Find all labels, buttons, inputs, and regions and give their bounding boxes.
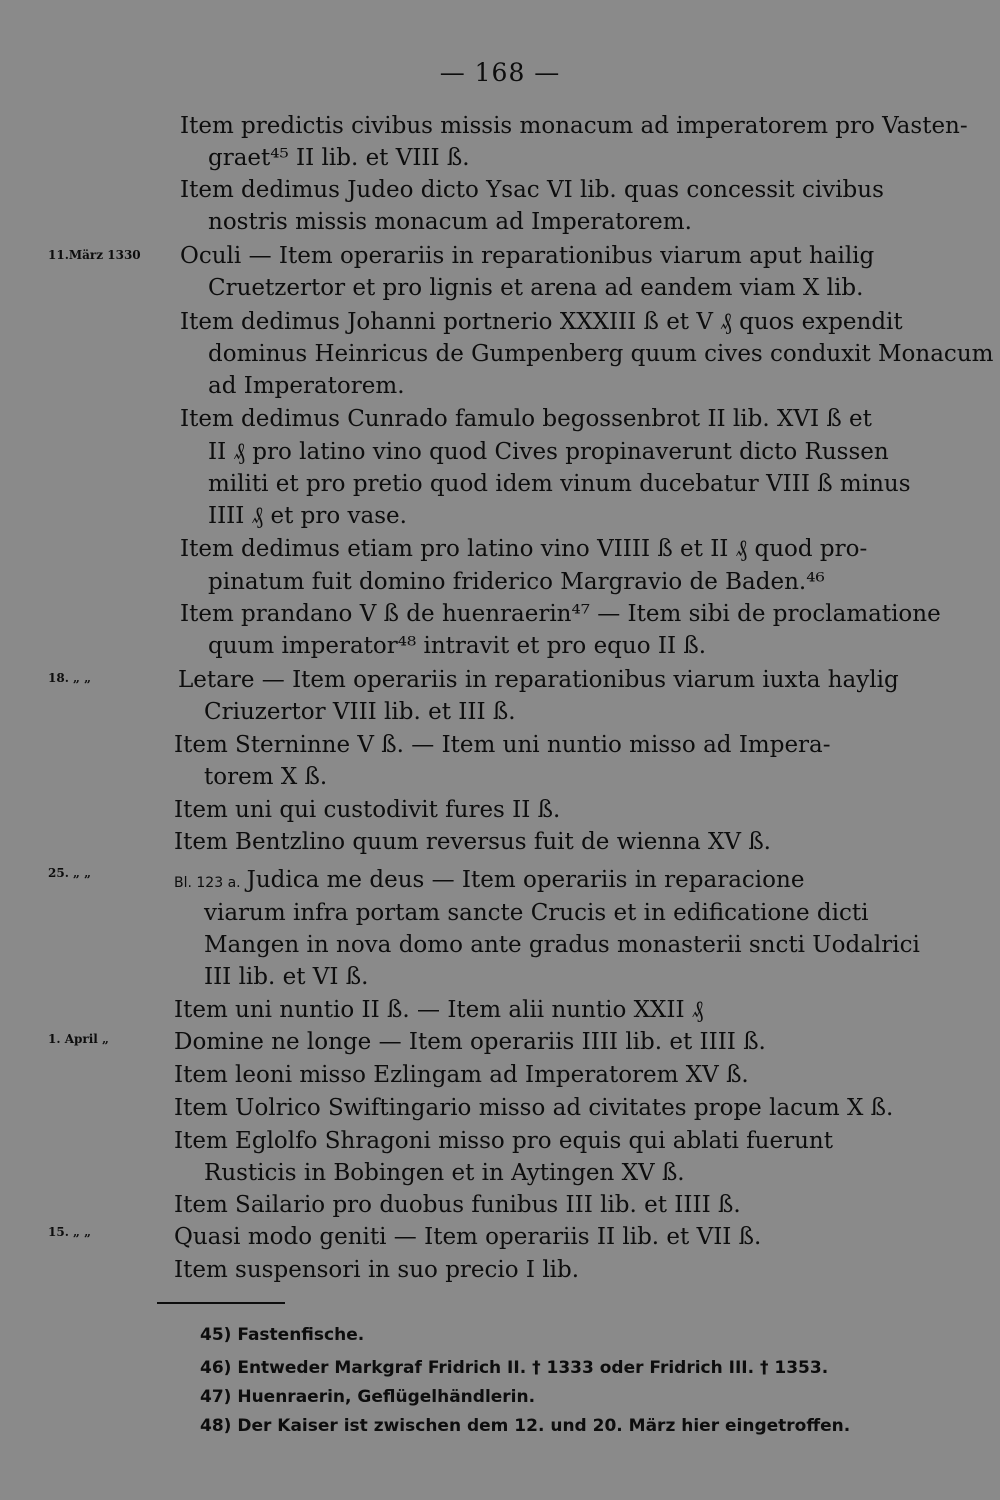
text-line: Item Sterninne V ß. — Item uni nuntio misso ad Impera- [174, 732, 831, 758]
text-line: Item dedimus etiam pro latino vino VIIII ß et II ₰ quod pro- [180, 536, 868, 562]
text-line: Quasi modo geniti — Item operariis II lib. et VII ß. [174, 1224, 762, 1250]
text-line: Domine ne longe — Item operariis IIII lib. et IIII ß. [174, 1029, 766, 1055]
footnote: 47) Huenraerin, Geflügelhändlerin. [200, 1387, 536, 1407]
text-line: Letare — Item operariis in reparationibus viarum iuxta haylig [178, 667, 899, 693]
footnote: 46) Entweder Markgraf Fridrich II. † 1333 oder Fridrich III. † 1353. [200, 1358, 829, 1378]
sheet-reference: Bl. 123 a. [174, 875, 241, 891]
margin-date: 15. „ „ [48, 1225, 92, 1239]
text-line: dominus Heinricus de Gumpenberg quum cives conduxit Monacum [208, 341, 994, 367]
text-line: pinatum fuit domino friderico Margravio de Baden.⁴⁶ [208, 569, 825, 595]
footnote-divider [157, 1302, 285, 1304]
text-line-content: Judica me deus — Item operariis in reparacione [246, 867, 805, 893]
text-line: Item dedimus Judeo dicto Ysac VI lib. quas concessit civibus [180, 177, 884, 203]
text-line: graet⁴⁵ II lib. et VIII ß. [208, 145, 470, 171]
text-line: Oculi — Item operariis in reparationibus viarum aput hailig [180, 243, 875, 269]
margin-date: 25. „ „ [48, 866, 92, 880]
text-line: III lib. et VI ß. [204, 964, 369, 990]
text-line: II ₰ pro latino vino quod Cives propinaverunt dicto Russen [208, 439, 889, 465]
text-line: Item Uolrico Swiftingario misso ad civitates prope lacum X ß. [174, 1095, 894, 1121]
text-line: Criuzertor VIII lib. et III ß. [204, 699, 516, 725]
text-line: Mangen in nova domo ante gradus monasterii sncti Uodalrici [204, 932, 920, 958]
footnote: 48) Der Kaiser ist zwischen dem 12. und 20. März hier eingetroffen. [200, 1416, 851, 1436]
text-line: Item suspensori in suo precio I lib. [174, 1257, 580, 1283]
text-line: viarum infra portam sancte Crucis et in edificatione dicti [204, 900, 869, 926]
text-line: IIII ₰ et pro vase. [208, 503, 407, 529]
text-line: Item prandano V ß de huenraerin⁴⁷ — Item sibi de proclamatione [180, 601, 941, 627]
margin-date: 11.März 1330 [48, 248, 141, 262]
text-line: Item uni nuntio II ß. — Item alii nuntio XXII ₰ [174, 997, 704, 1023]
page-number: — 168 — [439, 58, 561, 87]
text-line: torem X ß. [204, 764, 328, 790]
footnote: 45) Fastenfische. [200, 1325, 365, 1345]
text-line: militi et pro pretio quod idem vinum ducebatur VIII ß minus [208, 471, 911, 497]
text-line [174, 864, 804, 899]
text-line: nostris missis monacum ad Imperatorem. [208, 209, 692, 235]
text-line: Item leoni misso Ezlingam ad Imperatorem XV ß. [174, 1062, 749, 1088]
text-line: quum imperator⁴⁸ intravit et pro equo II ß. [208, 633, 707, 659]
margin-date: 18. „ „ [48, 671, 92, 685]
text-line: Cruetzertor et pro lignis et arena ad eandem viam X lib. [208, 275, 864, 301]
text-line: Item Eglolfo Shragoni misso pro equis qui ablati fuerunt [174, 1128, 833, 1154]
text-line: Rusticis in Bobingen et in Aytingen XV ß. [204, 1160, 685, 1186]
margin-date: 1. April „ [48, 1032, 109, 1046]
text-line: Item predictis civibus missis monacum ad imperatorem pro Vasten- [180, 113, 968, 139]
text-line: Item uni qui custodivit fures II ß. [174, 797, 561, 823]
text-line: Item Sailario pro duobus funibus III lib. et IIII ß. [174, 1192, 741, 1218]
text-line: Item dedimus Johanni portnerio XXXIII ß et V ₰ quos expendit [180, 309, 903, 335]
text-line: Item dedimus Cunrado famulo begossenbrot II lib. XVI ß et [180, 406, 872, 432]
text-line: ad Imperatorem. [208, 373, 405, 399]
text-line: Item Bentzlino quum reversus fuit de wienna XV ß. [174, 829, 771, 855]
